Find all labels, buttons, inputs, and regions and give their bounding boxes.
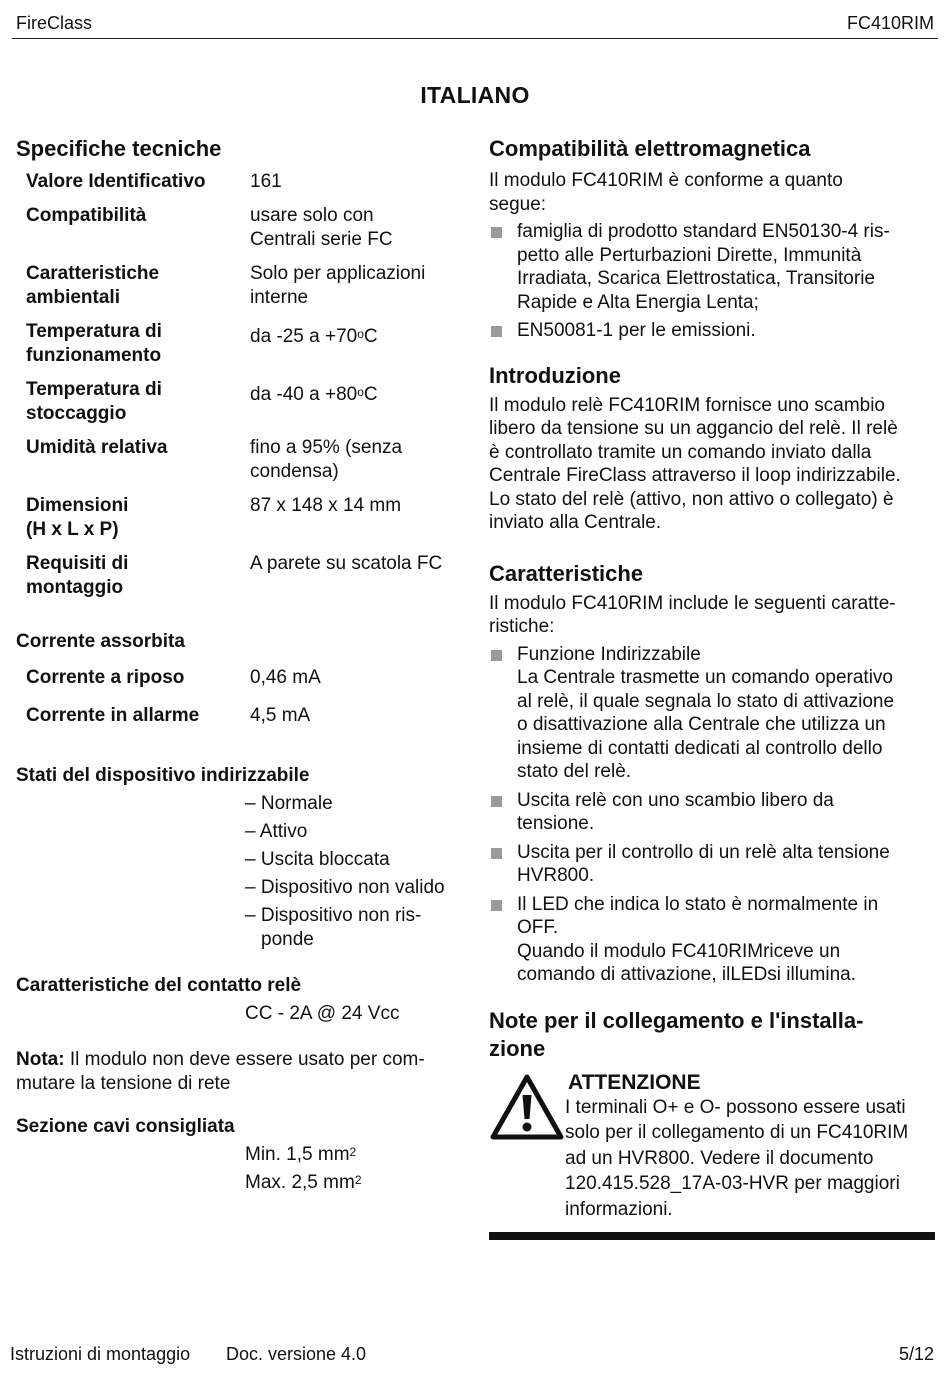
text-line: La Centrale trasmette un comando operativo xyxy=(517,667,893,688)
text-line: I terminali O+ e O- possono essere usati xyxy=(565,1096,906,1118)
footer-left: Istruzioni di montaggio xyxy=(10,1344,191,1364)
spec-label xyxy=(16,378,240,426)
spec-label: Compatibilità xyxy=(26,205,147,226)
spec-value xyxy=(240,320,468,368)
text-line: libero da tensione su un aggancio del relè. Il relè xyxy=(489,418,898,439)
current-value: 4,5 mA xyxy=(250,705,311,726)
spec-label: Umidità relativa xyxy=(26,437,168,458)
warning-text xyxy=(565,1095,935,1223)
right-column xyxy=(489,134,935,1240)
cable-min xyxy=(245,1143,468,1167)
text-line: famiglia di prodotto standard EN50130-4 ris- xyxy=(517,221,890,242)
spec-label-line: Caratteristiche xyxy=(26,263,160,284)
spec-label xyxy=(16,552,240,600)
spec-label xyxy=(16,494,240,542)
spec-label xyxy=(16,320,240,368)
text-line: 120.415.528_17A-03-HVR per maggiori xyxy=(565,1173,900,1194)
current-value: 0,46 mA xyxy=(250,667,321,688)
superscript: 2 xyxy=(354,1173,362,1187)
spec-label-line: montaggio xyxy=(26,577,124,598)
spec-value xyxy=(240,436,468,484)
spec-value-line: Solo per applicazioni xyxy=(250,263,426,284)
spec-value-line: usare solo con xyxy=(250,205,374,226)
bullet-item xyxy=(489,319,935,343)
warning-triangle-icon xyxy=(489,1071,565,1145)
install-title xyxy=(489,1007,935,1063)
state-item-continuation: ponde xyxy=(261,929,314,950)
note-label: Nota: xyxy=(16,1049,65,1070)
text-line: Funzione Indirizzabile xyxy=(517,643,701,665)
spec-value-line: condensa) xyxy=(250,461,339,482)
text-line: è controllato tramite un comando inviato dalla xyxy=(489,441,872,463)
text-line: ad un HVR800. Vedere il documento xyxy=(565,1147,874,1169)
spec-label-line: Temperatura di xyxy=(26,379,162,400)
bullet-square-icon xyxy=(491,326,502,337)
spec-label xyxy=(16,262,240,310)
text-line: Il modulo FC410RIM include le seguenti caratte- xyxy=(489,592,896,614)
spec-value-line: interne xyxy=(250,287,309,308)
header-model: FC410RIM xyxy=(846,13,934,33)
text-line: Il modulo relè FC410RIM fornisce uno scambio xyxy=(489,394,886,416)
text-line: Rapide e Alta Energia Lenta; xyxy=(517,291,759,313)
current-label: Corrente in allarme xyxy=(26,705,200,726)
language-title: ITALIANO xyxy=(420,82,530,108)
note-text: Il modulo non deve essere usato per com- xyxy=(64,1049,425,1070)
spec-label-line: ambientali xyxy=(26,287,120,308)
spec-row xyxy=(16,262,468,310)
spec-value: A parete su scatola FC xyxy=(250,553,443,574)
degree-mark: o xyxy=(357,327,364,341)
spec-row xyxy=(16,494,468,542)
warning-content xyxy=(565,1071,935,1223)
spec-value-text: da -40 a +80 xyxy=(250,384,358,405)
spec-value-line: fino a 95% (senza xyxy=(250,437,403,458)
spec-label-line: Requisiti di xyxy=(26,553,129,574)
state-item: – Normale xyxy=(245,793,333,814)
cable-max xyxy=(245,1171,468,1195)
spec-value-unit: C xyxy=(363,384,378,405)
warning-title: ATTENZIONE xyxy=(568,1070,701,1094)
text-line: Il modulo FC410RIM è conforme a quanto xyxy=(489,170,843,191)
text-line: zione xyxy=(489,1035,546,1061)
current-row xyxy=(16,666,468,690)
features-title: Caratteristiche xyxy=(489,560,644,586)
spec-value-line: Centrali serie FC xyxy=(250,229,393,250)
spec-label-line: Dimensioni xyxy=(26,495,129,516)
state-item: – Attivo xyxy=(245,821,308,842)
bullet-square-icon xyxy=(491,900,502,911)
state-item: – Dispositivo non valido xyxy=(245,877,445,898)
text-line: stato del relè. xyxy=(517,761,632,782)
bullet-square-icon xyxy=(491,650,502,661)
emc-title: Compatibilità elettromagnetica xyxy=(489,136,811,161)
text-line: informazioni. xyxy=(565,1198,673,1220)
spec-row xyxy=(16,552,468,600)
features-bullets xyxy=(489,643,935,987)
current-label: Corrente a riposo xyxy=(26,667,185,688)
degree-mark: o xyxy=(357,385,364,399)
bullet-square-icon xyxy=(491,796,502,807)
current-row xyxy=(16,704,468,728)
text-line: o disattivazione alla Centrale che utilizza un xyxy=(517,714,886,735)
bullet-square-icon xyxy=(491,227,502,238)
left-column xyxy=(16,134,468,1199)
text-line: Uscita per il controllo di un relè alta tensione xyxy=(517,841,890,863)
text-line: segue: xyxy=(489,193,547,215)
state-item: – Uscita bloccata xyxy=(245,849,390,870)
header-brand: FireClass xyxy=(16,13,93,33)
current-table xyxy=(16,666,468,728)
specs-title: Specifiche tecniche xyxy=(16,136,222,161)
bullet-item xyxy=(489,220,935,314)
spec-row xyxy=(16,378,468,426)
relay-value: CC - 2A @ 24 Vcc xyxy=(245,1003,400,1024)
intro-paragraph xyxy=(489,394,935,535)
spec-label-line: Temperatura di xyxy=(26,321,162,342)
state-item: – Dispositivo non ris- xyxy=(245,905,422,926)
emc-intro xyxy=(489,169,935,216)
bullet-square-icon xyxy=(491,848,502,859)
text-line: Il LED che indica lo stato è normalmente in xyxy=(517,893,879,915)
spec-value-unit: C xyxy=(363,326,378,347)
spec-value-text: da -25 a +70 xyxy=(250,326,358,347)
text-line: inviato alla Centrale. xyxy=(489,512,662,533)
text-line: petto alle Perturbazioni Dirette, Immunità xyxy=(517,244,862,266)
text-line: Lo stato del relè (attivo, non attivo o collegato) è xyxy=(489,488,894,510)
spec-row xyxy=(16,320,468,368)
spec-value xyxy=(240,378,468,426)
superscript: 2 xyxy=(349,1145,357,1159)
warning-bottom-bar xyxy=(489,1232,935,1240)
spec-label-line: (H x L x P) xyxy=(26,519,119,540)
specs-table xyxy=(16,170,468,600)
spec-value: 87 x 148 x 14 mm xyxy=(250,495,402,516)
bullet-item xyxy=(489,643,935,784)
bullet-item xyxy=(489,893,935,987)
text-line: Irradiata, Scarica Elettrostatica, Transitorie xyxy=(517,268,875,289)
note-paragraph xyxy=(16,1048,468,1095)
text-line: tensione. xyxy=(517,813,595,834)
text-line: HVR800. xyxy=(517,865,595,886)
cable-min-text: Min. 1,5 mm xyxy=(245,1144,350,1165)
text-line: al relè, il quale segnala lo stato di attivazione xyxy=(517,690,895,712)
spec-row xyxy=(16,436,468,484)
current-title: Corrente assorbita xyxy=(16,631,185,652)
spec-row xyxy=(16,170,468,194)
states-title: Stati del dispositivo indirizzabile xyxy=(16,765,310,786)
text-line: EN50081-1 per le emissioni. xyxy=(517,320,756,341)
spec-label-line: funzionamento xyxy=(26,345,162,366)
spec-label: Valore Identificativo xyxy=(26,171,206,192)
emc-bullets xyxy=(489,220,935,343)
text-line: solo per il collegamento di un FC410RIM xyxy=(565,1122,909,1143)
spec-row xyxy=(16,204,468,252)
text-line: insieme di contatti dedicati al controllo dello xyxy=(517,737,883,759)
states-list xyxy=(16,792,468,952)
features-intro xyxy=(489,592,935,639)
cables-list xyxy=(16,1143,468,1195)
spec-value xyxy=(240,204,468,252)
text-line: Note per il collegamento e l'installa- xyxy=(489,1007,864,1033)
text-line: comando di attivazione, ilLEDsi illumina. xyxy=(517,964,856,985)
text-line: ristiche: xyxy=(489,616,555,637)
bullet-item xyxy=(489,789,935,836)
text-line: Uscita relè con uno scambio libero da xyxy=(517,789,834,811)
note-text: mutare la tensione di rete xyxy=(16,1072,231,1094)
footer-page: 5/12 xyxy=(898,1344,934,1364)
cable-max-text: Max. 2,5 mm xyxy=(245,1172,355,1193)
warning-box xyxy=(489,1071,935,1223)
text-line: Centrale FireClass attraverso il loop indirizzabile. xyxy=(489,465,901,486)
text-line: OFF. xyxy=(517,917,559,938)
intro-title: Introduzione xyxy=(489,362,621,388)
cables-title: Sezione cavi consigliata xyxy=(16,1116,235,1137)
spec-label-line: stoccaggio xyxy=(26,403,127,424)
spec-value xyxy=(240,262,468,310)
bullet-item xyxy=(489,841,935,888)
footer-version: Doc. versione 4.0 xyxy=(226,1344,367,1364)
text-line: Quando il modulo FC410RIMriceve un xyxy=(517,940,841,962)
relay-title: Caratteristiche del contatto relè xyxy=(16,975,302,996)
spec-value: 161 xyxy=(250,171,282,192)
header-divider xyxy=(12,38,938,39)
